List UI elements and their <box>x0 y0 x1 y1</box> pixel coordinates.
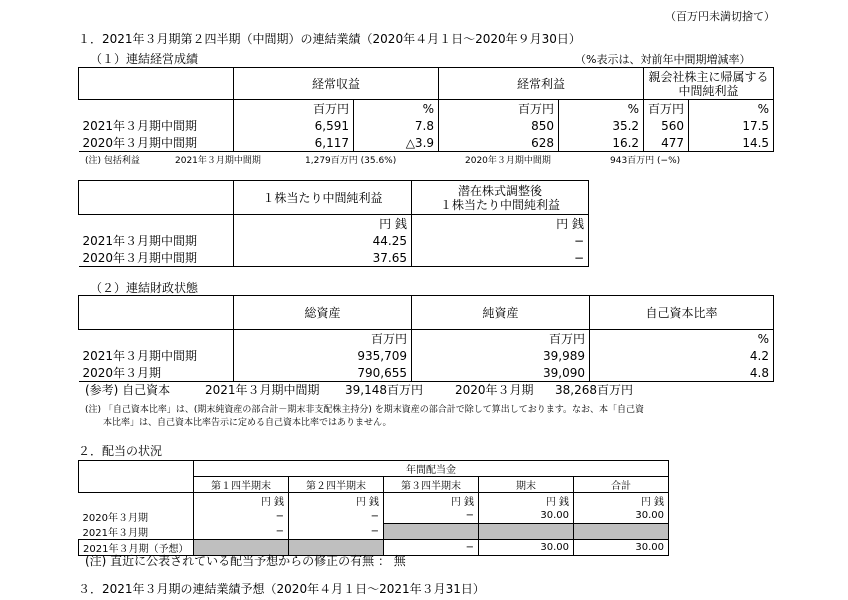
ref-label: (参考) 自己資本 <box>85 383 171 397</box>
table-row <box>79 117 774 134</box>
financial-unit: 百万円 <box>234 330 412 348</box>
cell-value: 7.8 <box>354 117 439 134</box>
eps-unit: 円 銭 <box>412 215 589 233</box>
cell-value: − <box>384 539 479 555</box>
subsection1-title: （１）連結経営成績 <box>90 52 199 66</box>
dividend-header-q2: 第２四半期末 <box>289 477 384 493</box>
table-row <box>79 347 774 364</box>
section3-title: ３．2021年３月期の連結業績予想（2020年４月１日～2021年３月31日） <box>78 582 485 596</box>
cell-value: 17.5 <box>689 117 774 134</box>
cell-value: 30.00 <box>574 509 669 524</box>
dividend-unit: 円 銭 <box>384 493 479 509</box>
ref-value1: 39,148百万円 <box>345 383 423 397</box>
capital-note-line2: 本比率」は、自己資本比率告示に定める自己資本比率ではありません。 <box>103 418 392 428</box>
cell-value: 16.2 <box>559 134 644 152</box>
results-header-net-income-line1: 親会社株主に帰属する <box>648 69 769 84</box>
cell-value <box>384 524 479 540</box>
table-row <box>79 364 774 382</box>
cell-value <box>574 524 669 540</box>
results-corner <box>79 68 234 100</box>
financial-header-capital-ratio: 自己資本比率 <box>590 296 774 330</box>
section1-title: １．2021年３月期第２四半期（中間期）の連結業績（2020年４月１日～2020年９月30日） <box>78 32 581 46</box>
comprehensive-label: (注) 包括利益 <box>85 156 140 166</box>
capital-note-line1: (注) 「自己資本比率」は、(期末純資産の部合計－期末非支配株主持分) を期末資産の部合計で除して算出しております。なお、本「自己資 <box>85 405 645 415</box>
dividend-unit: 円 銭 <box>194 493 289 509</box>
ref-value2: 38,268百万円 <box>555 383 633 397</box>
eps-unit: 円 銭 <box>234 215 412 233</box>
dividend-header-q3: 第３四半期末 <box>384 477 479 493</box>
cell-value: △3.9 <box>354 134 439 152</box>
eps-header-diluted-line1: 潜在株式調整後 <box>457 183 542 198</box>
cell-value: − <box>384 509 479 524</box>
dividend-header-q1: 第１四半期末 <box>194 477 289 493</box>
results-unit: 百万円 <box>439 100 559 118</box>
row-label: 2021年３月期 <box>79 524 194 540</box>
cell-value: 30.00 <box>479 539 574 555</box>
cell-value: 6,117 <box>234 134 354 152</box>
results-unit: % <box>559 100 644 118</box>
eps-table <box>78 180 589 267</box>
cell-value: 44.25 <box>234 232 412 249</box>
cell-value: 790,655 <box>234 364 412 382</box>
eps-header-diluted <box>412 181 589 215</box>
dividend-note: (注) 直近に公表されている配当予想からの修正の有無 ： 無 <box>85 554 406 568</box>
dividend-unit-label <box>79 493 194 509</box>
cell-value: 39,989 <box>412 347 590 364</box>
results-unit: % <box>354 100 439 118</box>
cell-value: 4.2 <box>590 347 774 364</box>
ref-period2: 2020年３月期 <box>455 383 534 397</box>
comprehensive-value2: 943百万円 (−%) <box>610 156 681 166</box>
cell-value: − <box>289 509 384 524</box>
cell-value: 935,709 <box>234 347 412 364</box>
row-label: 2020年３月期中間期 <box>79 134 234 152</box>
results-header-net-income <box>644 68 774 100</box>
financial-header-total-assets: 総資産 <box>234 296 412 330</box>
cell-value: − <box>194 524 289 540</box>
results-unit: 百万円 <box>644 100 689 118</box>
cell-value: 30.00 <box>574 539 669 555</box>
table-row <box>79 249 589 267</box>
cell-value: 39,090 <box>412 364 590 382</box>
financial-unit: 百万円 <box>412 330 590 348</box>
row-label: 2020年３月期 <box>79 509 194 524</box>
cell-value: 477 <box>644 134 689 152</box>
cell-value: − <box>194 509 289 524</box>
ref-period1: 2021年３月期中間期 <box>205 383 320 397</box>
dividend-unit: 円 銭 <box>289 493 384 509</box>
row-label: 2021年３月期中間期 <box>79 232 234 249</box>
subsection2-title: （２）連結財政状態 <box>90 281 199 295</box>
row-label: 2021年３月期中間期 <box>79 347 234 364</box>
comprehensive-period2: 2020年３月期中間期 <box>465 156 551 166</box>
cell-value: − <box>412 249 589 267</box>
results-unit-label <box>79 100 234 118</box>
dividend-header-year-end: 期末 <box>479 477 574 493</box>
table-row <box>79 232 589 249</box>
cell-value: 30.00 <box>479 509 574 524</box>
dividend-table <box>78 460 669 556</box>
eps-header-basic: １株当たり中間純利益 <box>234 181 412 215</box>
financial-unit-label <box>79 330 234 348</box>
cell-value: 6,591 <box>234 117 354 134</box>
subsection1-note: （%表示は、対前年中間期増減率） <box>575 53 751 66</box>
results-header-ordinary-profit: 経常利益 <box>439 68 644 100</box>
financial-unit: % <box>590 330 774 348</box>
table-row <box>79 509 669 524</box>
cell-value: 14.5 <box>689 134 774 152</box>
results-header-ordinary-income: 経常収益 <box>234 68 439 100</box>
row-label: 2021年３月期（予想） <box>79 539 194 555</box>
table-row <box>79 524 669 540</box>
table-row <box>79 134 774 152</box>
results-header-net-income-line2: 中間純利益 <box>678 83 739 98</box>
dividend-group-header: 年間配当金 <box>194 461 669 477</box>
section2-title: ２．配当の状況 <box>78 444 163 458</box>
dividend-header-total: 合計 <box>574 477 669 493</box>
results-unit: % <box>689 100 774 118</box>
cell-value: 4.8 <box>590 364 774 382</box>
financial-table <box>78 295 774 382</box>
eps-corner <box>79 181 234 215</box>
cell-value: − <box>289 524 384 540</box>
cell-value: 35.2 <box>559 117 644 134</box>
row-label: 2020年３月期中間期 <box>79 249 234 267</box>
eps-header-diluted-line2: １株当たり中間純利益 <box>439 197 560 212</box>
dividend-unit: 円 銭 <box>574 493 669 509</box>
dividend-corner <box>79 461 194 493</box>
cell-value: 560 <box>644 117 689 134</box>
dividend-unit: 円 銭 <box>479 493 574 509</box>
eps-unit-label <box>79 215 234 233</box>
row-label: 2020年３月期 <box>79 364 234 382</box>
cell-value <box>479 524 574 540</box>
unit-note: （百万円未満切捨て） <box>665 10 775 23</box>
financial-header-net-assets: 純資産 <box>412 296 590 330</box>
cell-value: 850 <box>439 117 559 134</box>
results-table <box>78 67 774 152</box>
results-unit: 百万円 <box>234 100 354 118</box>
row-label: 2021年３月期中間期 <box>79 117 234 134</box>
cell-value: 628 <box>439 134 559 152</box>
cell-value: − <box>412 232 589 249</box>
comprehensive-value1: 1,279百万円 (35.6%) <box>305 156 397 166</box>
comprehensive-period1: 2021年３月期中間期 <box>175 156 261 166</box>
financial-corner <box>79 296 234 330</box>
cell-value: 37.65 <box>234 249 412 267</box>
